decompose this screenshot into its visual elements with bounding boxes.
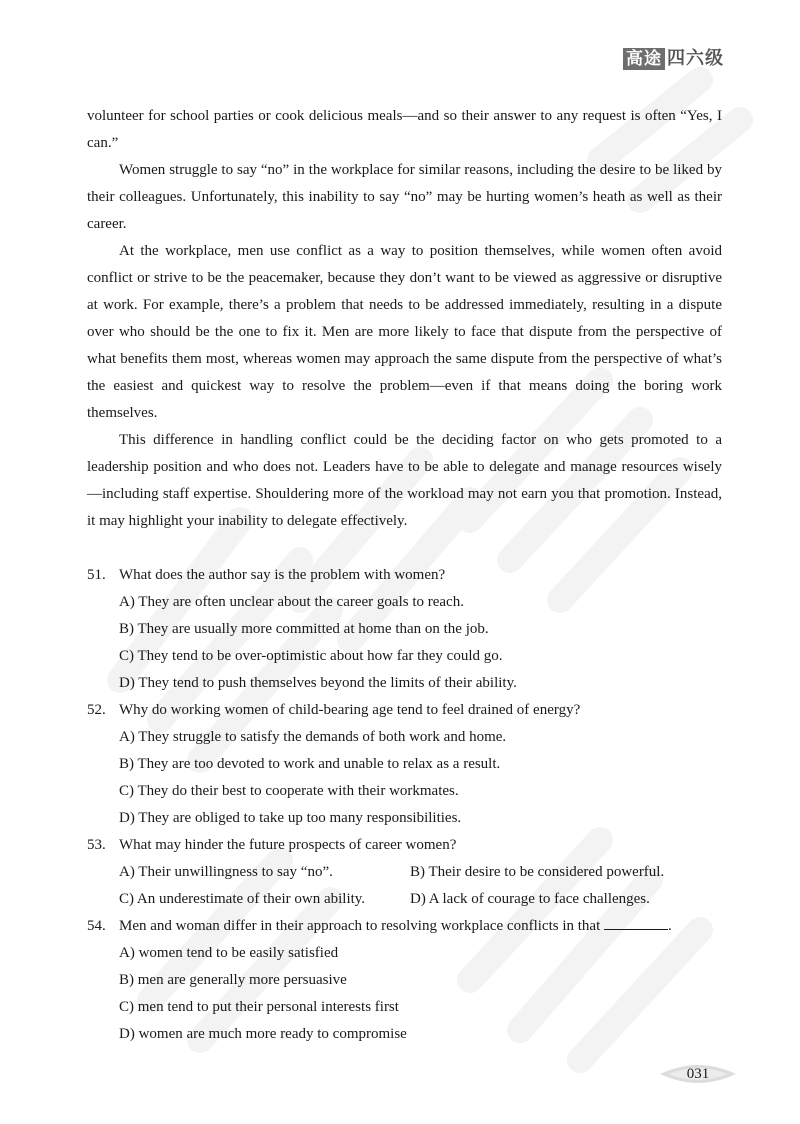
passage-paragraph: volunteer for school parties or cook delicious meals—and so their answer to any request is often “Yes, I can.” [87,108,722,151]
page-number: 031 [686,1065,710,1082]
option-d: D) They are obliged to take up too many responsibilities. [119,810,462,826]
question-text: Men and woman differ in their approach to resolving workplace conflicts in that [119,918,601,934]
option-c: C) They do their best to cooperate with their workmates. [119,783,459,799]
option-c: C) men tend to put their personal interests first [119,999,399,1015]
passage-paragraph: At the workplace, men use conflict as a way to position themselves, while women often avoid conflict or strive to be the peacemaker, because they don’t want to be viewed as aggressive or disruptive at work. For example, there’s a problem that needs to be addressed immediately, resulting in a dispute over who should be the one to fix it. Men are more likely to face that dispute from the perspective of what benefits them most, whereas women may approach the same dispute from the perspective of what’s the easiest and quickest way to resolve the problem—even if that means doing the boring work themselves. [87,243,722,421]
question-number: 52. [87,702,106,718]
option-row [87,859,722,886]
option-d: D) women are much more ready to compromise [119,1026,407,1042]
passage-paragraph: Women struggle to say “no” in the workplace for similar reasons, including the desire to be liked by their colleagues. Unfortunately, this inability to say “no” may be hurting women’s heath as well as their career. [87,162,722,232]
question-text-end: . [668,918,672,934]
option-a: A) They struggle to satisfy the demands of both work and home. [119,729,507,745]
question-text: What may hinder the future prospects of career women? [119,837,457,853]
question-52 [87,697,722,724]
option-c: C) An underestimate of their own ability. [119,891,366,907]
question-number: 54. [87,918,106,934]
question-text-wrap [119,913,722,940]
reading-passage [87,103,722,535]
question-53 [87,832,722,859]
question-54 [87,913,722,940]
answer-blank [604,915,668,930]
option-b: B) They are too devoted to work and unable to relax as a result. [119,756,501,772]
page-number-badge [660,1063,736,1085]
option-d: D) A lack of courage to face challenges. [410,891,650,907]
question-text: What does the author say is the problem with women? [119,567,446,583]
option-b: B) Their desire to be considered powerful. [410,864,665,880]
passage-paragraph: This difference in handling conflict could be the deciding factor on who gets promoted to a leadership position and who does not. Leaders have to be able to delegate and manage resources wisely—including staff expertise. Shouldering more of the workload may not earn you that promotion. Instead, it may highlight your inability to delegate effectively. [87,432,722,529]
option-b: B) men are generally more persuasive [119,972,347,988]
option-row [87,886,722,913]
option-c: C) They tend to be over-optimistic about how far they could go. [119,648,503,664]
option-b: B) They are usually more committed at home than on the job. [119,621,489,637]
logo-text: 四六级 [667,48,724,69]
question-list [87,562,722,1048]
option-a: A) women tend to be easily satisfied [119,945,339,961]
logo-box-text: 高途 [623,48,665,70]
option-a: A) They are often unclear about the career goals to reach. [119,594,464,610]
option-d: D) They tend to push themselves beyond the limits of their ability. [119,675,517,691]
option-a: A) Their unwillingness to say “no”. [119,864,333,880]
question-51 [87,562,722,589]
page-content [87,103,722,1048]
question-text: Why do working women of child-bearing age tend to feel drained of energy? [119,702,581,718]
question-number: 53. [87,837,106,853]
brand-logo [623,48,724,70]
question-number: 51. [87,567,106,583]
